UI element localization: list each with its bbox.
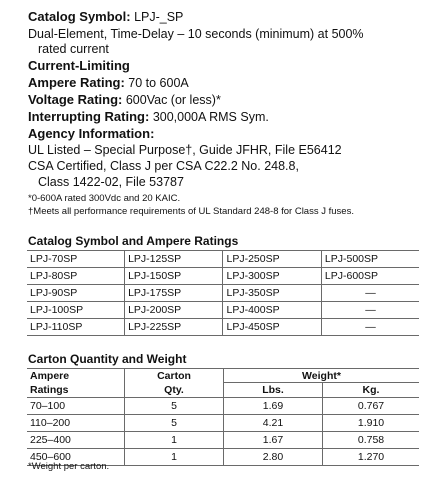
voltage-rating-line [28,92,221,108]
ratings-cell: LPJ-80SP [27,268,125,285]
carton-table-header [27,369,419,398]
header-carton-line2: Qty. [125,383,224,398]
carton-cell: 1 [125,449,224,466]
header-kg: Kg. [323,383,420,398]
carton-cell: 2.80 [224,449,323,466]
voltage-rating-label: Voltage Rating: [28,92,123,107]
ratings-cell: LPJ-225SP [125,319,223,336]
carton-cell: 5 [125,398,224,415]
ratings-table-body [27,251,419,336]
ratings-cell: LPJ-70SP [27,251,125,268]
current-limiting-line [28,58,130,74]
carton-cell: 0.767 [323,398,420,415]
ratings-table [27,250,419,336]
carton-header-row-1 [27,369,419,384]
voltage-rating-value: 600Vac (or less)* [125,93,221,107]
carton-row [27,398,419,415]
header-lbs: Lbs. [224,383,323,398]
carton-cell: 0.758 [323,432,420,449]
ampere-rating-line [28,75,189,91]
ul-footnote: †Meets all performance requirements of UL Standard 248-8 for Class J fuses. [28,206,354,217]
carton-cell: 450–600 [27,449,125,466]
catalog-symbol-label: Catalog Symbol: [28,9,131,24]
ratings-cell: LPJ-100SP [27,302,125,319]
ratings-cell: LPJ-500SP [321,251,419,268]
carton-cell: 110–200 [27,415,125,432]
ratings-cell: LPJ-90SP [27,285,125,302]
ratings-row [27,251,419,268]
ratings-row [27,268,419,285]
ampere-rating-label: Ampere Rating: [28,75,125,90]
header-ampere-line1: Ampere [27,369,125,384]
ratings-cell: LPJ-450SP [223,319,321,336]
carton-cell: 1 [125,432,224,449]
carton-table [27,368,419,466]
ratings-row [27,319,419,336]
description-line-1: Dual-Element, Time-Delay – 10 seconds (minimum) at 500% [28,27,364,41]
interrupting-rating-line [28,109,269,125]
description-line-2: rated current [38,42,109,56]
agency-line-2: CSA Certified, Class J per CSA C22.2 No. 248.8, [28,159,299,173]
ampere-rating-value: 70 to 600A [128,76,189,90]
ratings-cell: LPJ-175SP [125,285,223,302]
ratings-cell: LPJ-300SP [223,268,321,285]
ratings-cell: LPJ-125SP [125,251,223,268]
carton-cell: 1.67 [224,432,323,449]
carton-cell: 1.910 [323,415,420,432]
header-weight-cell [224,369,420,384]
ratings-table-title: Catalog Symbol and Ampere Ratings [28,234,239,248]
carton-cell: 1.69 [224,398,323,415]
ratings-cell: LPJ-150SP [125,268,223,285]
ratings-cell: LPJ-400SP [223,302,321,319]
catalog-symbol-line [28,9,183,25]
ratings-cell: LPJ-600SP [321,268,419,285]
carton-table-body [27,398,419,466]
header-carton-line1: Carton [125,369,224,384]
ratings-cell: — [321,319,419,336]
voltage-footnote: *0-600A rated 300Vdc and 20 KAIC. [28,193,181,204]
current-limiting-label: Current-Limiting [28,58,130,73]
ratings-cell: LPJ-250SP [223,251,321,268]
ratings-cell: LPJ-200SP [125,302,223,319]
ratings-cell: — [321,302,419,319]
ratings-row [27,285,419,302]
catalog-symbol-value: LPJ-_SP [134,10,184,24]
carton-row [27,432,419,449]
ratings-row [27,302,419,319]
agency-information-label: Agency Information: [28,126,155,141]
interrupting-rating-value: 300,000A RMS Sym. [152,110,269,124]
carton-table-title: Carton Quantity and Weight [28,352,187,366]
carton-cell: 1.270 [323,449,420,466]
agency-line-1: UL Listed – Special Purpose†, Guide JFHR, File E56412 [28,143,342,157]
carton-row [27,415,419,432]
carton-cell: 4.21 [224,415,323,432]
agency-information-line [28,126,154,142]
header-weight: Weight* [224,370,419,383]
carton-header-row-2 [27,383,419,398]
weight-footnote: *Weight per carton. [28,461,110,472]
ratings-cell: LPJ-350SP [223,285,321,302]
interrupting-rating-label: Interrupting Rating: [28,109,150,124]
header-ampere-line2: Ratings [27,383,125,398]
ratings-cell: — [321,285,419,302]
ratings-cell: LPJ-110SP [27,319,125,336]
carton-cell: 5 [125,415,224,432]
agency-line-3: Class 1422-02, File 53787 [38,175,184,189]
carton-cell: 70–100 [27,398,125,415]
carton-cell: 225–400 [27,432,125,449]
